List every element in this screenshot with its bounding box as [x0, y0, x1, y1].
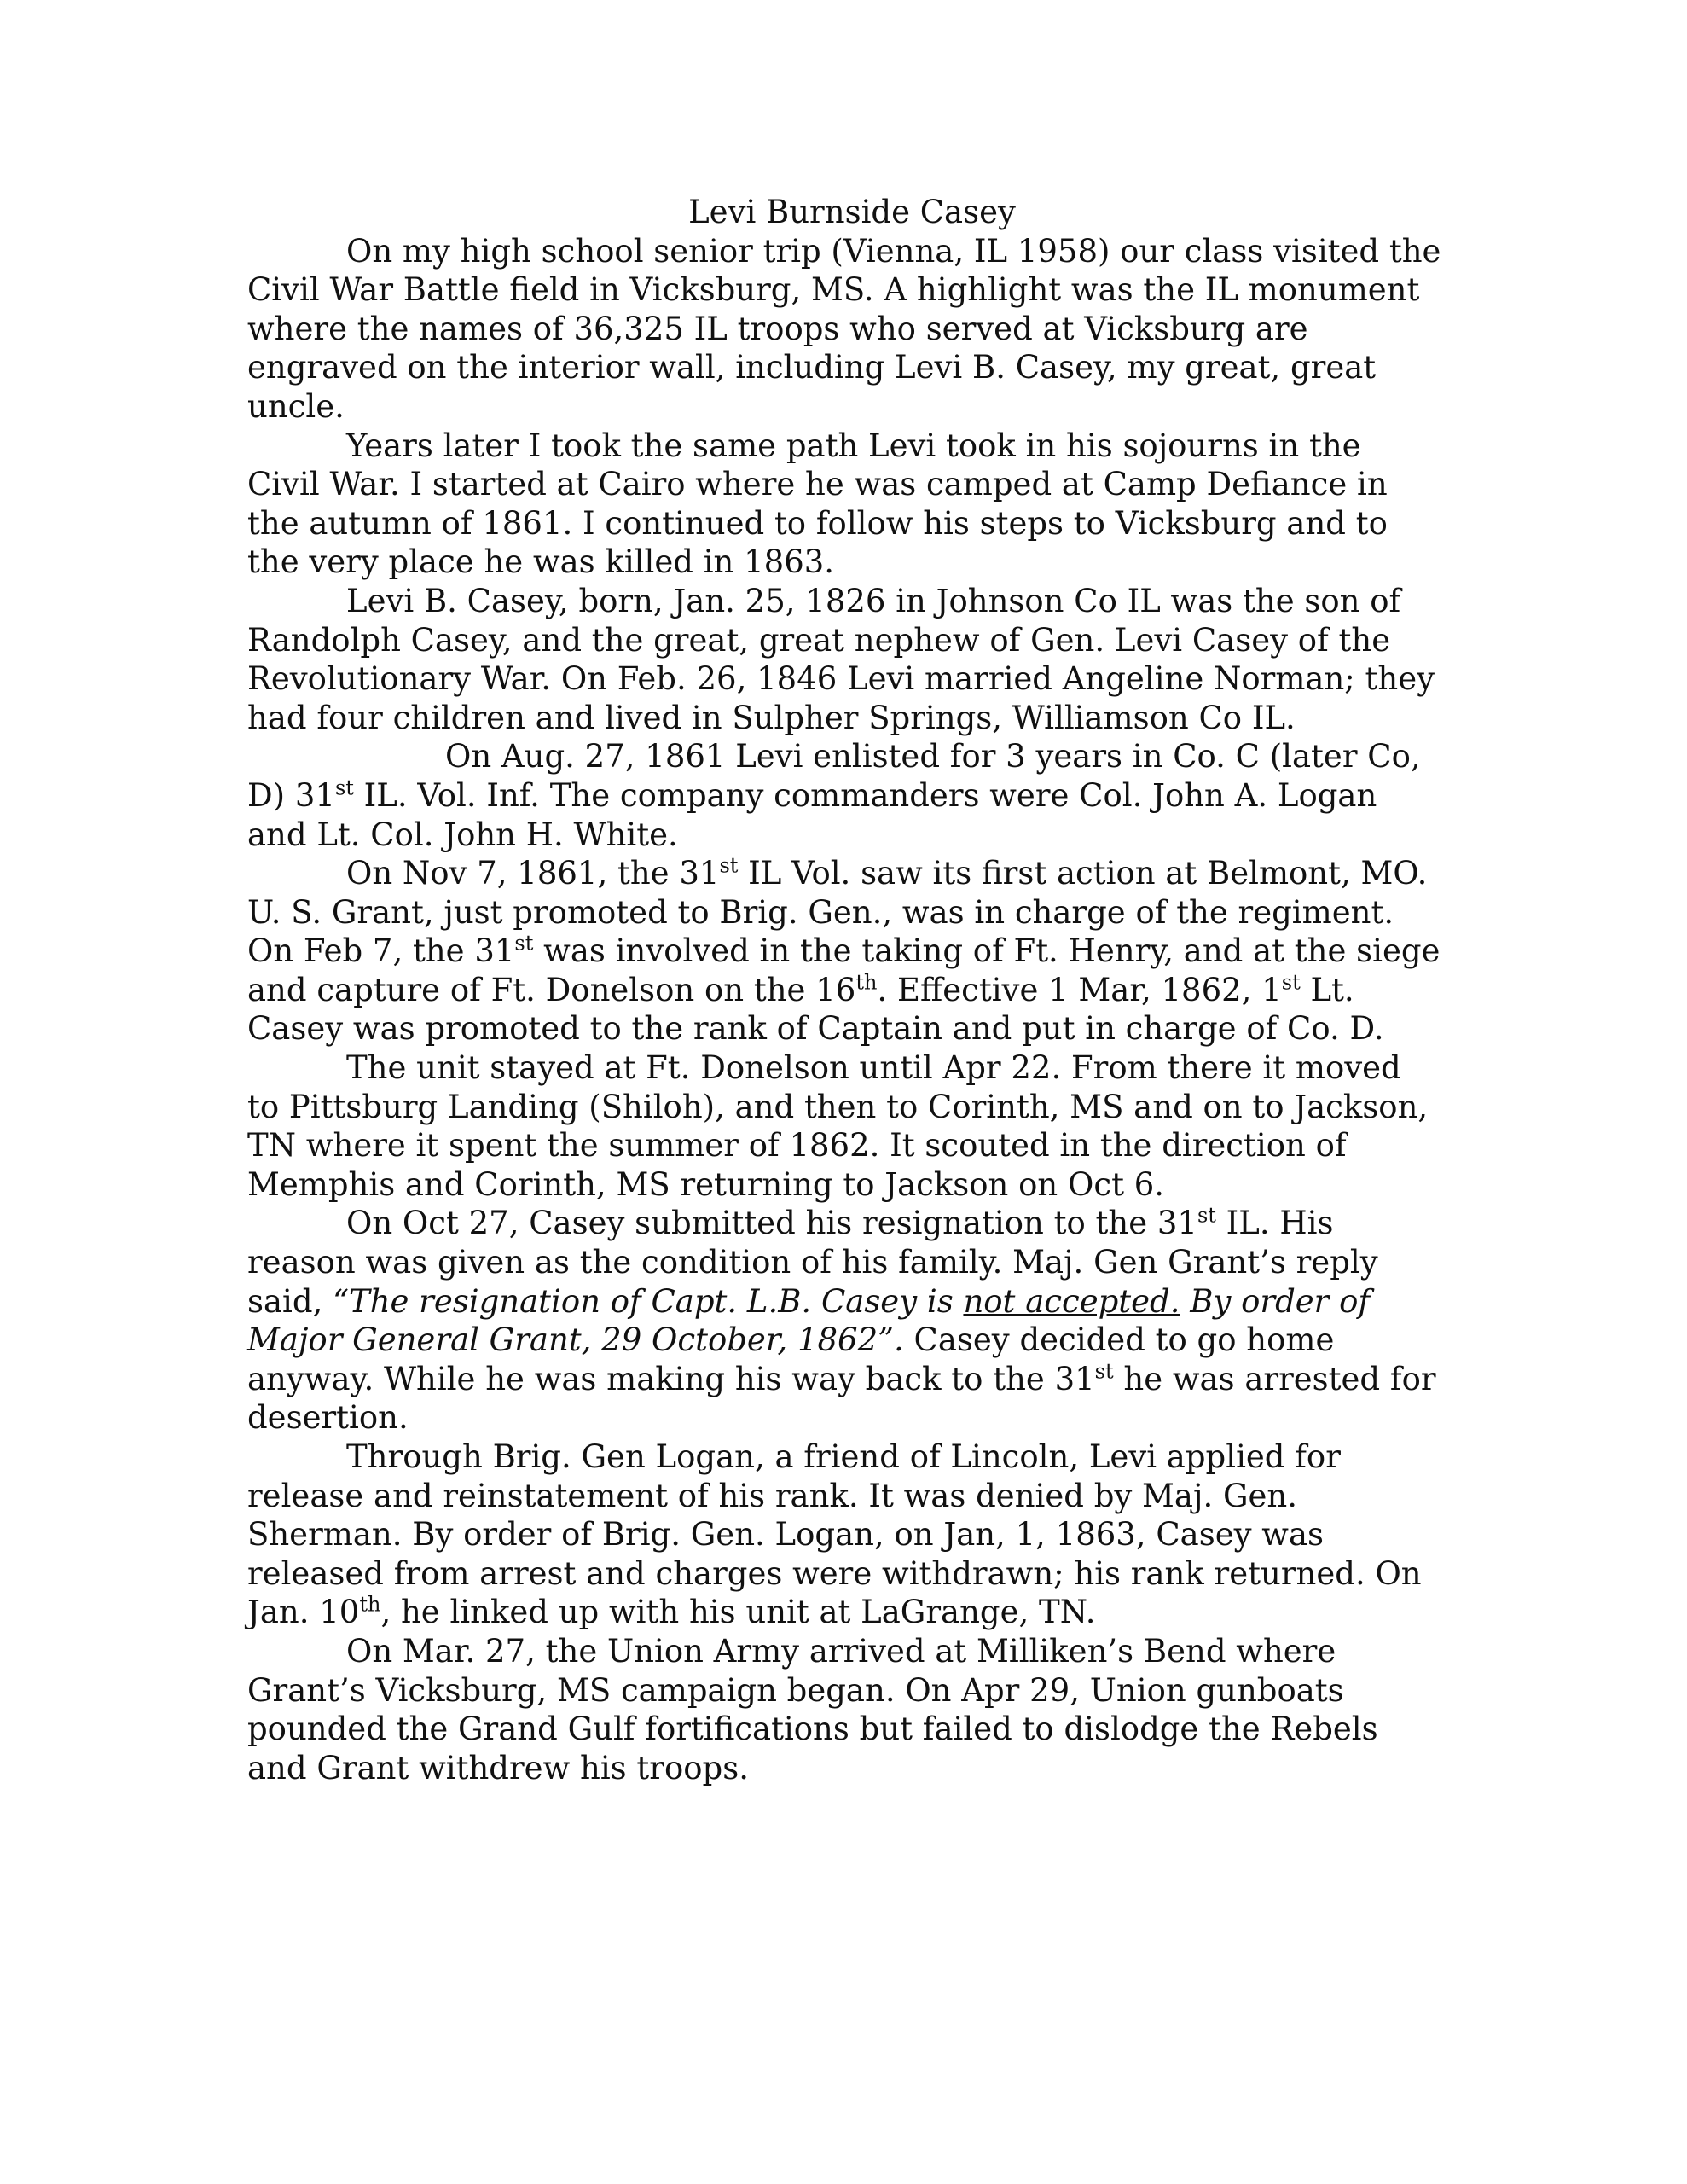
text-span: Lt. Casey was promoted to the rank of Captain and put in charge of Co. D.	[247, 971, 1384, 1048]
paragraph-years-later: Years later I took the same path Levi took in his sojourns in the Civil War. I started at Cairo where he was camped at Camp Defiance in the autumn of 1861. I continued to follow his steps to Vicksburg and to the very place he was killed in 1863.	[247, 427, 1388, 581]
quote-text: “The resignation of Capt. L.B. Casey is	[333, 1282, 964, 1320]
ordinal-superscript: st	[1094, 1359, 1114, 1384]
text-span: IL. His reason was given as the condition of his family. Maj. Gen Grant’s reply said,	[247, 1205, 1378, 1320]
paragraph-belmont	[247, 854, 1441, 1048]
paragraph-millikens-bend: On Mar. 27, the Union Army arrived at Milliken’s Bend where Grant’s Vicksburg, MS campaign began. On Apr 29, Union gunboats pounded the Grand Gulf fortifications but failed to dislodge the Rebels and Grant withdrew his troops.	[247, 1632, 1378, 1786]
text-span: . Effective 1 Mar, 1862, 1	[877, 971, 1282, 1008]
paragraph-birth: Levi B. Casey, born, Jan. 25, 1826 in Johnson Co IL was the son of Randolph Casey, and the great, great nephew of Gen. Levi Casey of the Revolutionary War. On Feb. 26, 1846 Levi married Angeline Norman; they had four children and lived in Sulpher Springs, Williamson Co IL.	[247, 582, 1435, 736]
ordinal-superscript: th	[359, 1593, 381, 1618]
page-title: Levi Burnside Casey	[688, 194, 1016, 230]
text-span: On Nov 7, 1861, the 31	[346, 855, 720, 892]
text-span: he was arrested for desertion.	[247, 1360, 1436, 1437]
text-span: On Aug. 27, 1861 Levi enlisted for 3 years in Co. C (later Co, D) 31	[247, 738, 1421, 814]
ordinal-superscript: st	[1197, 1204, 1216, 1228]
ordinal-superscript: st	[719, 853, 739, 878]
quote-text: By order of Major General Grant, 29 October, 1862”.	[247, 1282, 1371, 1359]
text-span: IL. Vol. Inf. The company commanders were Col. John A. Logan and Lt. Col. John H. White.	[247, 776, 1377, 853]
ordinal-superscript: st	[514, 931, 534, 956]
paragraph-release	[247, 1438, 1441, 1632]
text-span: , he linked up with his unit at LaGrange, TN.	[380, 1594, 1096, 1631]
paragraph-donelson: The unit stayed at Ft. Donelson until Apr 22. From there it moved to Pittsburg Landing (Shiloh), and then to Corinth, MS and on to Jackson, TN where it spent the summer of 1862. It scouted in the direction of Memphis and Corinth, MS returning to Jackson on Oct 6.	[247, 1049, 1429, 1203]
paragraph-enlistment	[247, 737, 1441, 854]
text-span: IL Vol. saw its first action at Belmont, MO. U. S. Grant, just promoted to Brig. Gen., was in charge of the regiment. On Feb 7, the 31	[247, 855, 1428, 970]
quote-underlined-text: not accepted.	[963, 1282, 1180, 1320]
ordinal-superscript: th	[855, 970, 878, 995]
text-span: Through Brig. Gen Logan, a friend of Lincoln, Levi applied for release and reinstatement of his rank. It was denied by Maj. Gen. Sherman. By order of Brig. Gen. Logan, on Jan, 1, 1863, Casey was released from arrest and charges were withdrawn; his rank returned. On Jan. 10	[247, 1438, 1422, 1631]
document-page	[247, 193, 1441, 1787]
text-span: was involved in the taking of Ft. Henry, and at the siege and capture of Ft. Donelson on the 16	[247, 932, 1441, 1008]
text-span: On Oct 27, Casey submitted his resignation to the 31	[346, 1205, 1197, 1242]
ordinal-superscript: st	[334, 775, 354, 800]
paragraph-senior-trip: On my high school senior trip (Vienna, IL 1958) our class visited the Civil War Battle field in Vicksburg, MS. A highlight was the IL monument where the names of 36,325 IL troops who served at Vicksburg are engraved on the interior wall, including Levi B. Casey, my great, great uncle.	[247, 232, 1441, 425]
paragraph-resignation	[247, 1204, 1441, 1438]
ordinal-superscript: st	[1281, 970, 1301, 995]
text-span: Casey decided to go home anyway. While he was making his way back to the 31	[247, 1321, 1335, 1397]
